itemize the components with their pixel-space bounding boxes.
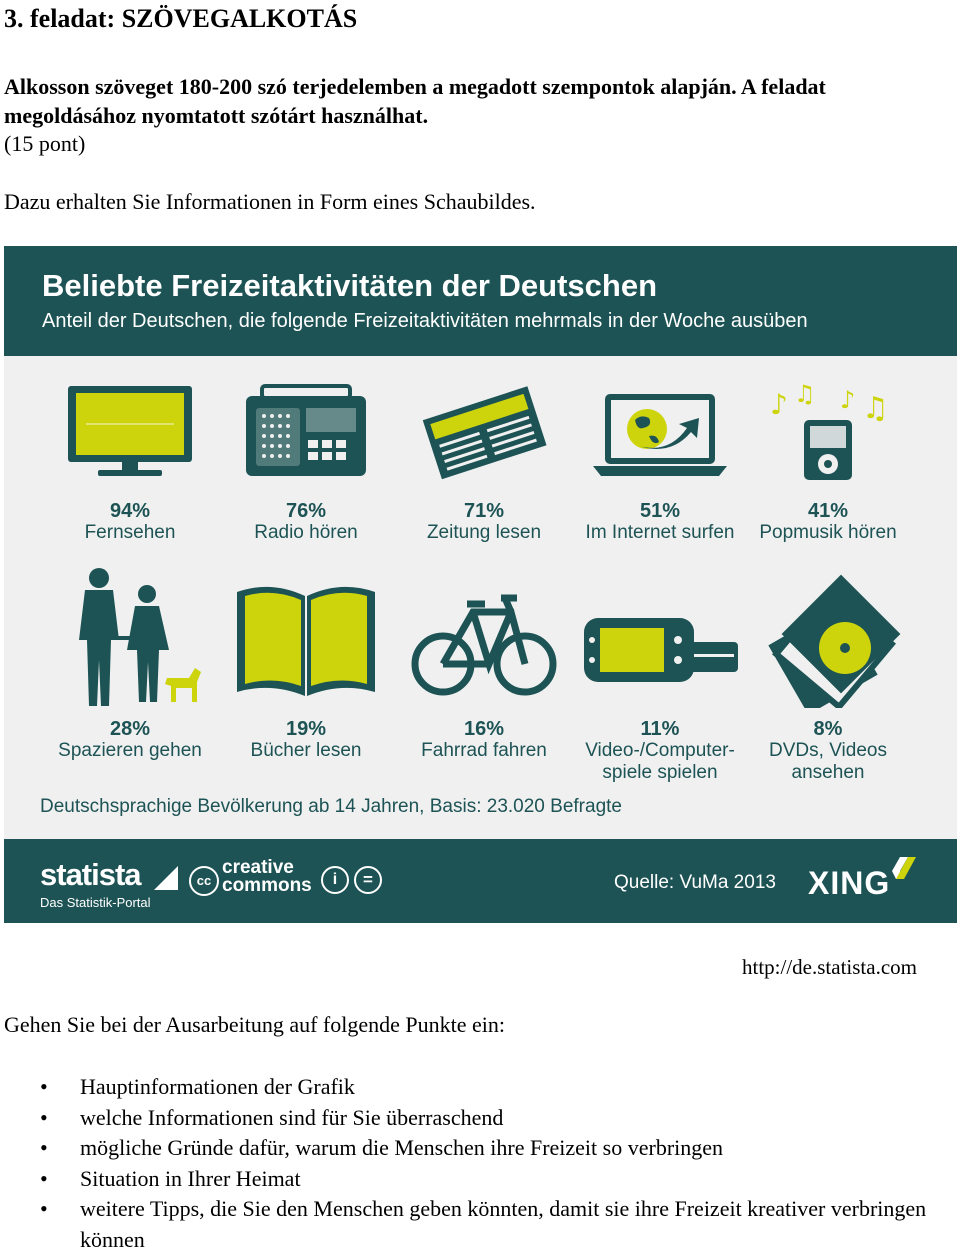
infographic-title: Beliebte Freizeitaktivitäten der Deutschen	[42, 268, 658, 303]
cc-text-line-2: commons	[222, 875, 312, 896]
intro-text: Dazu erhalten Sie Informationen in Form eines Schaubildes.	[4, 189, 536, 214]
creative-commons-icon: cc	[189, 866, 219, 896]
couple-dog-icon	[55, 568, 205, 708]
task-points-list	[40, 1072, 950, 1255]
svg-text:♪: ♪	[770, 388, 788, 421]
no-derivatives-icon: =	[354, 866, 382, 894]
svg-text:♪: ♪	[840, 386, 856, 414]
cc-text-line-1: creative	[222, 857, 294, 878]
item-zeitung	[394, 384, 574, 544]
item-percent: 28%	[109, 718, 151, 740]
item-percent: 8%	[813, 718, 843, 740]
task-description: Alkosson szöveget 180-200 szó terjedelemben a megadott szempontok alapján. A feladat megoldásához nyomtatott szótárt használhat.	[4, 74, 826, 128]
item-percent: 76%	[285, 500, 327, 522]
list-item: • weitere Tipps, die Sie den Menschen geben könnten, damit sie ihre Freizeit kreativer verbringen können	[40, 1194, 950, 1255]
list-item: • mögliche Gründe dafür, warum die Menschen ihre Freizeit so verbringen	[40, 1133, 950, 1164]
page-title: 3. feladat: SZÖVEGALKOTÁS	[4, 4, 358, 33]
statista-logo: statista	[40, 857, 141, 892]
item-fahrrad	[394, 568, 574, 762]
book-icon	[231, 568, 381, 708]
laptop-globe-icon	[591, 384, 729, 480]
item-percent: 94%	[109, 500, 151, 522]
item-dvds	[738, 568, 918, 784]
source-label: Quelle: VuMa 2013	[614, 872, 776, 893]
infographic-header	[4, 246, 957, 356]
item-label: Radio hören	[254, 522, 358, 543]
item-percent: 11%	[640, 718, 680, 740]
xing-logo: XING	[808, 865, 891, 901]
list-item: • Hauptinformationen der Grafik	[40, 1072, 950, 1103]
radio-icon	[242, 384, 370, 480]
list-item: • welche Informationen sind für Sie überraschend	[40, 1103, 950, 1134]
item-percent: 19%	[285, 718, 327, 740]
statista-tagline: Das Statistik-Portal	[40, 895, 151, 910]
instruction-text: Gehen Sie bei der Ausarbeitung auf folgende Punkte ein:	[4, 1012, 505, 1037]
item-label: DVDs, Videos ansehen	[769, 740, 887, 783]
item-videospiele	[570, 568, 750, 784]
item-radio	[216, 384, 396, 544]
game-console-icon	[580, 568, 740, 708]
item-label: Fahrrad fahren	[421, 740, 547, 761]
svg-text:♫: ♫	[862, 391, 889, 426]
attribution-icon: i	[321, 866, 349, 894]
item-percent: 16%	[463, 718, 505, 740]
item-spazieren	[40, 568, 220, 762]
svg-text:♫: ♫	[794, 384, 816, 408]
infographic	[4, 246, 957, 923]
infographic-footer	[4, 839, 957, 923]
creative-commons-label	[222, 859, 312, 895]
item-percent: 41%	[807, 500, 849, 522]
item-label: Spazieren gehen	[58, 740, 202, 761]
item-percent: 51%	[639, 500, 681, 522]
item-label: Zeitung lesen	[426, 522, 542, 543]
list-item: • Situation in Ihrer Heimat	[40, 1164, 950, 1195]
item-percent: 71%	[463, 500, 505, 522]
source-url: http://de.statista.com	[742, 955, 917, 979]
item-label: Fernsehen	[84, 522, 176, 543]
item-fernsehen	[40, 384, 220, 544]
xing-mark-icon	[886, 855, 922, 885]
tv-icon	[66, 384, 194, 480]
item-label: Bücher lesen	[250, 740, 362, 761]
points-note: (15 pont)	[4, 131, 86, 156]
music-player-icon	[764, 384, 892, 480]
item-label: Popmusik hören	[759, 522, 897, 543]
item-label: Im Internet surfen	[585, 522, 735, 543]
item-internet	[570, 384, 750, 544]
survey-basis-note: Deutschsprachige Bevölkerung ab 14 Jahren, Basis: 23.020 Befragte	[40, 796, 622, 817]
infographic-subtitle: Anteil der Deutschen, die folgende Freizeitaktivitäten mehrmals in der Woche ausüben	[42, 310, 808, 332]
dvd-icon	[753, 568, 903, 708]
item-label: Video-/Computer-spiele spielen	[585, 740, 735, 783]
item-popmusik	[738, 384, 918, 544]
statista-logo-icon	[154, 866, 178, 890]
bicycle-icon	[409, 568, 559, 708]
newspaper-icon	[420, 384, 548, 480]
item-buecher	[216, 568, 396, 762]
